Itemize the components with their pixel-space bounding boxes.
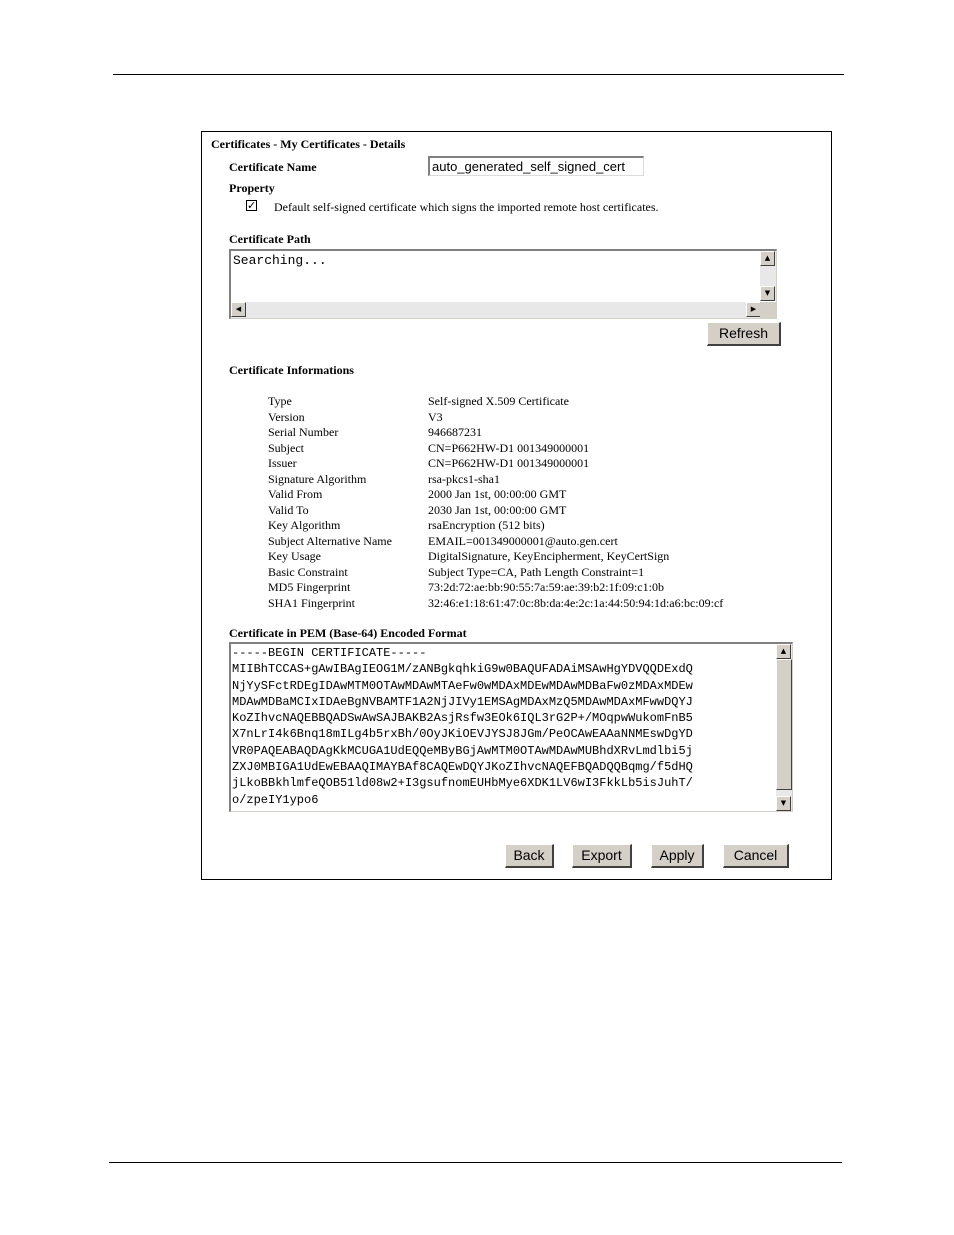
info-value: 32:46:e1:18:61:47:0c:8b:da:4e:2c:1a:44:50:94:1d:a6:bc:09:cf: [428, 595, 724, 610]
info-key: Type: [268, 394, 292, 408]
default-self-signed-label: Default self-signed certificate which signs the imported remote host certificates.: [274, 200, 659, 214]
info-key: Issuer: [268, 456, 297, 470]
info-key: Serial Number: [268, 425, 339, 439]
default-self-signed-checkbox[interactable]: ✓: [247, 199, 257, 212]
refresh-button[interactable]: Refresh: [707, 322, 781, 346]
info-value: EMAIL=001349000001@auto.gen.cert: [428, 533, 618, 548]
info-value: CN=P662HW-D1 001349000001: [428, 440, 590, 455]
pem-textarea[interactable]: [229, 642, 793, 812]
scroll-right-icon[interactable]: ▶: [746, 302, 761, 317]
pem-format-label: Certificate in PEM (Base-64) Encoded Format: [229, 626, 467, 640]
pem-text: -----BEGIN CERTIFICATE----- MIIBhTCCAS+gAwIBAgIEOG1M/zANBgkqhkiG9w0BAQUFADAiMSAwHgYDVQQDExdQ NjYySFctRDEgIDAwMTM0OTAwMDAwMTAeFw0wMDAxMDEwMDAwMDBaFw0zMDAxMDEw MDAwMDBaMCIxIDAeBgNVBAMTF1A2NjJIVy1EMSAgMDAxMzQ5MDAwMDAxMFwwDQYJ KoZIhvcNAQEBBQADSwAwSAJBAKB2AsjRsfw3EOk6IQL3rG2P+/MOqpwWukomFnB5 X7nLrI4k6Bnq18mILg4b5rxBh/0OyJKiOEVJYSJ8JGm/PeOCAwEAAaNNMEswDgYD VR0PAQEABAQDAgKkMCUGA1UdEQQeMByBGjAwMTM0OTAwMDAwMUBhdXRvLmdlbi5j ZXJ0MBIGA1UdEwEBAAQIMAYBAf8CAQEwDQYJKoZIhvcNAQEFBQADQQBqmg/f5dHQ jLkoBBkhlmfeQOB51ld08w2+I3gsufnomEUHbMye6XDK1LV6wI3FkkLb5isJuhT/ o/zpeIY1ypo6: [232, 646, 693, 807]
certificate-details-panel: [201, 131, 832, 880]
top-rule: [113, 74, 844, 75]
info-value: 73:2d:72:ae:bb:90:55:7a:59:ae:39:b2:1f:09:c1:0b: [428, 580, 664, 594]
certificate-name-input[interactable]: auto_generated_self_signed_cert: [428, 156, 644, 176]
property-label: Property: [229, 181, 275, 195]
info-value: Self-signed X.509 Certificate: [428, 394, 569, 408]
scroll-up-icon[interactable]: ▲: [776, 644, 791, 659]
scroll-down-icon[interactable]: ▼: [776, 796, 791, 811]
info-key: MD5 Fingerprint: [268, 580, 351, 594]
info-value: DigitalSignature, KeyEncipherment, KeyCertSign: [428, 549, 670, 563]
pem-vertical-scrollbar[interactable]: [776, 644, 792, 811]
path-horizontal-scrollbar[interactable]: [231, 302, 761, 318]
info-key: SHA1 Fingerprint: [268, 595, 355, 610]
back-button[interactable]: Back: [505, 844, 554, 868]
certificate-name-label: Certificate Name: [229, 160, 317, 174]
scroll-up-icon[interactable]: ▲: [760, 251, 775, 266]
info-value: rsaEncryption (512 bits): [428, 518, 545, 532]
info-value: 946687231: [428, 425, 482, 439]
scroll-down-icon[interactable]: ▼: [760, 286, 775, 301]
info-value: 2030 Jan 1st, 00:00:00 GMT: [428, 502, 567, 517]
cancel-button[interactable]: Cancel: [723, 844, 789, 868]
info-value: CN=P662HW-D1 001349000001: [428, 456, 590, 470]
path-vertical-scrollbar[interactable]: [760, 251, 776, 301]
apply-button[interactable]: Apply: [651, 844, 704, 868]
info-key: Subject: [268, 440, 304, 455]
scroll-corner: [760, 302, 776, 318]
info-value: 2000 Jan 1st, 00:00:00 GMT: [428, 487, 567, 501]
certificate-info-heading: Certificate Informations: [229, 363, 354, 377]
scroll-thumb[interactable]: [776, 659, 792, 790]
info-key: Basic Constraint: [268, 564, 348, 579]
bottom-rule: [109, 1162, 842, 1163]
certificate-path-text: Searching...: [233, 253, 327, 268]
export-button[interactable]: Export: [572, 844, 632, 868]
panel-title: Certificates - My Certificates - Details: [211, 137, 406, 151]
info-key: Version: [268, 409, 305, 424]
info-value: V3: [428, 409, 443, 424]
info-key: Subject Alternative Name: [268, 533, 392, 548]
info-key: Valid To: [268, 502, 309, 517]
info-key: Signature Algorithm: [268, 471, 367, 486]
info-key: Key Usage: [268, 549, 321, 563]
scroll-left-icon[interactable]: ◀: [231, 302, 246, 317]
info-key: Key Algorithm: [268, 518, 341, 532]
info-value: rsa-pkcs1-sha1: [428, 471, 500, 486]
certificate-path-label: Certificate Path: [229, 232, 311, 246]
info-key: Valid From: [268, 487, 323, 501]
certificate-path-textarea[interactable]: [229, 249, 777, 319]
info-value: Subject Type=CA, Path Length Constraint=1: [428, 564, 645, 579]
